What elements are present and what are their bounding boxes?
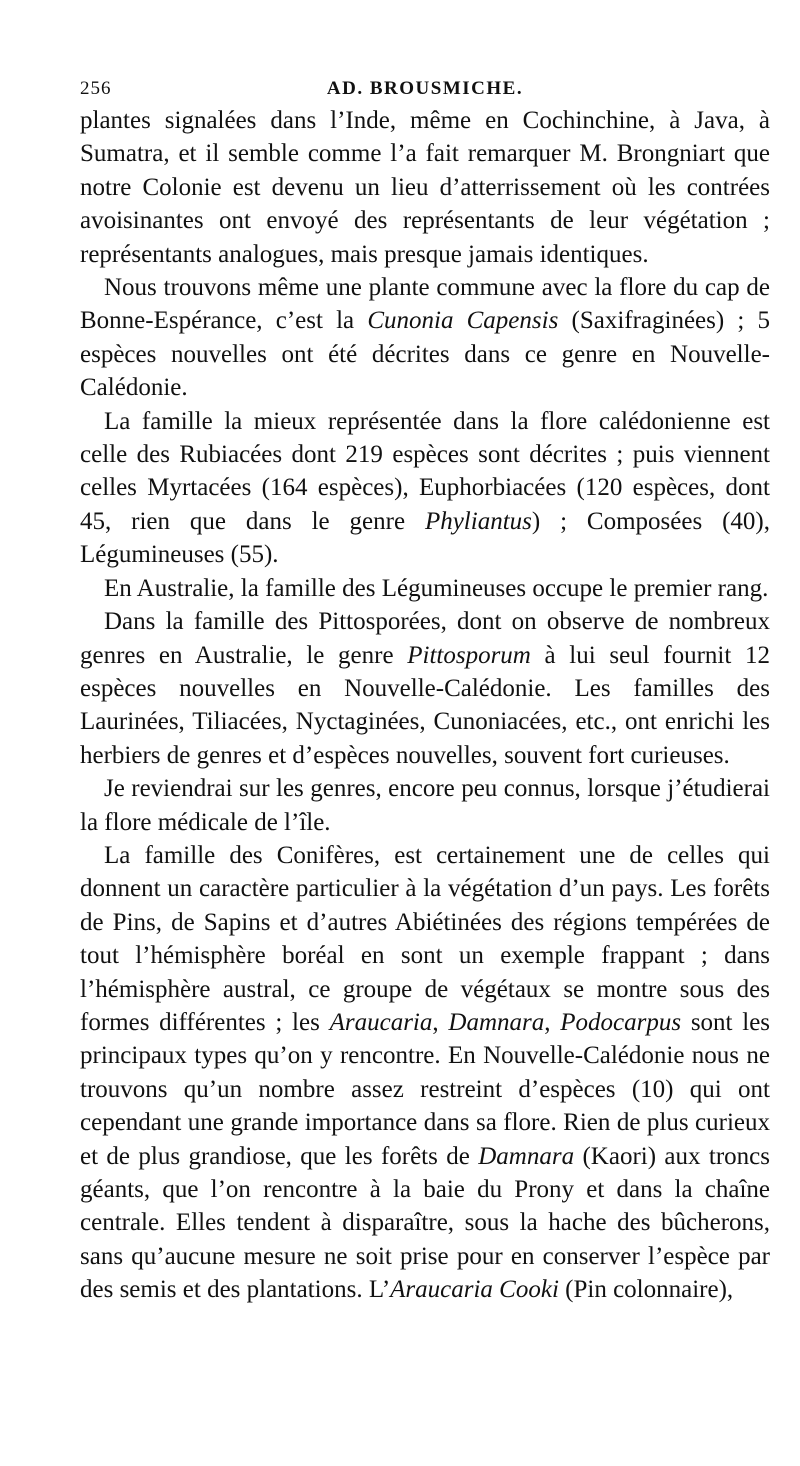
italic-term: Araucaria — [329, 1008, 433, 1036]
text-run: La famille la mieux représentée dans la flore calédonienne est celle des Rubiacées dont 219 espèces sont décrites ; puis viennent celles Myrtacées (164 espèces), Euphorbiacées (120 espèces, dont 45, rien que dans le genre — [80, 407, 770, 535]
paragraph — [80, 839, 770, 1307]
paragraph — [80, 271, 770, 405]
text-run: , — [544, 1008, 561, 1036]
italic-term: Cunonia Capensis — [367, 307, 559, 335]
italic-term: Araucaria Cooki — [390, 1276, 559, 1304]
text-run: Je reviendrai sur les genres, encore peu connus, lorsque j’étudierai la flore médicale de l’île. — [80, 775, 770, 836]
text-run: à lui seul fournit 12 espèces nouvelles en Nouvelle-Calédonie. Les familles des Laurinées, Tiliacées, Nyctaginées, Cunoniacées, etc., ont enrichi les herbiers de genres et d’espèces nouvelles, souvent fort curieuses. — [80, 641, 770, 769]
italic-term: Damnara — [478, 1142, 575, 1170]
running-head: AD. BROUSMICHE. — [326, 78, 524, 99]
text-run: Nous trouvons même une plante commune avec la flore du cap de Bonne-Espérance, c’est la — [80, 274, 770, 335]
text-run: La famille des Conifères, est certainement une de celles qui donnent un caractère particulier à la végétation d’un pays. Les forêts de Pins, de Sapins et d’autres Abiétinées des régions tempérées de tout l’hémisphère boréal en sont un exemple frappant ; dans l’hémisphère austral, ce groupe de végétaux se montre sous des formes différentes ; les — [80, 841, 770, 1036]
italic-term: Pittosporum — [407, 641, 531, 669]
page-header — [80, 70, 770, 104]
paragraph — [80, 572, 770, 605]
text-run: ) ; Composées (40), Légumineuses (55). — [80, 507, 770, 569]
text-run: (Pin colonnaire), — [558, 1276, 734, 1304]
text-run: , — [432, 1008, 449, 1036]
text-run: (Saxifraginées) ; 5 espèces nouvelles ont été décrites dans ce genre en Nouvelle-Calédonie. — [80, 307, 771, 402]
paragraph — [80, 405, 770, 572]
text-run: En Australie, la famille des Légumineuses occupe le premier rang. — [104, 574, 769, 602]
paragraph — [80, 772, 770, 839]
text-run: plantes signalées dans l’Inde, même en Cochinchine, à Java, à Sumatra, et il semble comme l’a fait remarquer M. Brongniart que notre Colonie est devenu un lieu d’atterrissement où les contrées avoisinantes ont envoyé des représentants de leur végétation ; représentants analogues, mais presque jamais identiques. — [80, 107, 770, 268]
paragraph — [80, 605, 770, 772]
text-run: Dans la famille des Pittosporées, dont on observe de nombreux genres en Australie, le genre — [80, 608, 770, 669]
body-text — [80, 104, 770, 1307]
italic-term: Phyliantus — [424, 507, 532, 535]
page-number: 256 — [80, 78, 112, 99]
italic-term: Damnara — [448, 1008, 545, 1036]
text-run: sont les principaux types qu’on y rencontre. En Nouvelle-Calédonie nous ne trouvons qu’un nombre assez restreint d’espèces (10) qui ont cependant une grande importance dans sa flore. Rien de plus curieux et de plus grandiose, que les forêts de — [80, 1008, 771, 1170]
text-run: (Kaori) aux troncs géants, que l’on rencontre à la baie du Prony et dans la chaîne centrale. Elles tendent à disparaître, sous la hache des bûcherons, sans qu’aucune mesure ne soit prise pour en conserver l’espèce par des semis et des plantations. L’ — [80, 1142, 771, 1304]
italic-term: Podocarpus — [560, 1008, 682, 1036]
paragraph — [80, 104, 770, 271]
